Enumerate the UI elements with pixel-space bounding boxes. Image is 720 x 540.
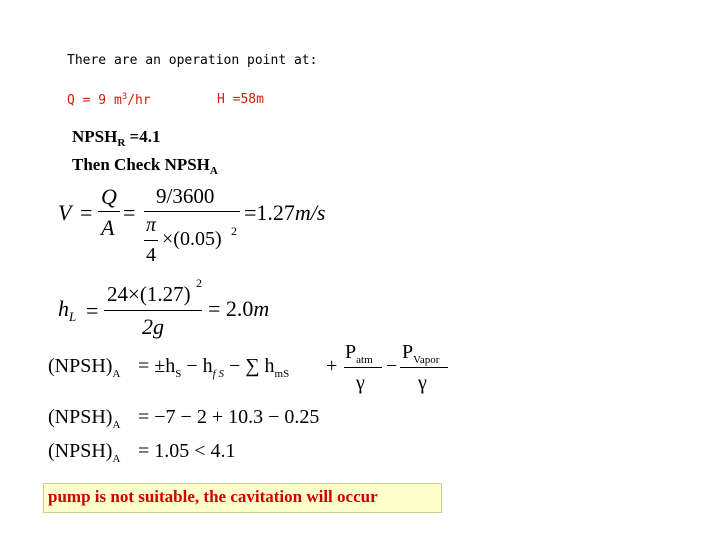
square-exponent: 2 (231, 224, 237, 238)
conclusion-box (43, 483, 442, 513)
npsha-result-value: = 1.05 < 4.1 (138, 440, 236, 462)
velocity-result: =1.27m/s (244, 200, 326, 225)
npshr-line: $NPSH_R =4.1$ (72, 127, 161, 149)
plus-sign: + (326, 355, 338, 377)
vapor-pressure: $P_{Vapor}$ (402, 341, 440, 366)
equals-sign: = (86, 298, 99, 323)
intro-text: There are an operation point at: (67, 53, 318, 68)
equals-sign: = (80, 200, 93, 225)
square-exponent: 2 (196, 276, 202, 290)
atm-pressure: $P_{atm}$ (345, 341, 373, 366)
area-symbol: A (101, 215, 115, 240)
conclusion-text: pump is not suitable, the cavitation will occur (48, 487, 378, 506)
minus-sign: − (386, 355, 398, 377)
pi-symbol: π (146, 214, 157, 236)
numerator-flow: 9/3600 (156, 184, 215, 208)
npsha-symbol: $(NPSH)_A$ (48, 355, 121, 380)
fraction-bar (344, 367, 382, 368)
npsha-substitution-value: = −7 − 2 + 10.3 − 0.25 (138, 406, 320, 428)
headloss-numerator: 24×(1.27) (107, 282, 191, 306)
flow-symbol: Q (101, 184, 117, 209)
fraction-bar (400, 367, 448, 368)
gamma-symbol: γ (418, 372, 427, 394)
headloss-result: = 2.0m (208, 296, 270, 321)
velocity-symbol: V (58, 200, 72, 225)
fraction-bar (144, 211, 240, 212)
headloss-symbol: $h_L$ (58, 296, 77, 324)
fraction-bar (104, 310, 202, 311)
check-line: Then Check $NPSH_A$ (72, 155, 218, 177)
npsha-terms: = $\pm h_S - h_{f S}$ − ∑ $h_{mS}$ (138, 355, 290, 380)
gamma-symbol: γ (356, 372, 365, 394)
diameter-term: ×(0.05) (162, 228, 222, 250)
equals-sign: = (123, 200, 136, 225)
npsha-symbol: $(NPSH)_A$ (48, 440, 121, 465)
fraction-bar (144, 240, 158, 241)
headloss-denominator: 2g (142, 314, 164, 339)
head-value: H =58m (217, 92, 264, 107)
npsha-symbol: $(NPSH)_A$ (48, 406, 121, 431)
flow-rate-value: Q = 9 $m^3/hr$ (67, 92, 151, 108)
fraction-bar (98, 211, 120, 212)
four-value: 4 (146, 244, 156, 266)
